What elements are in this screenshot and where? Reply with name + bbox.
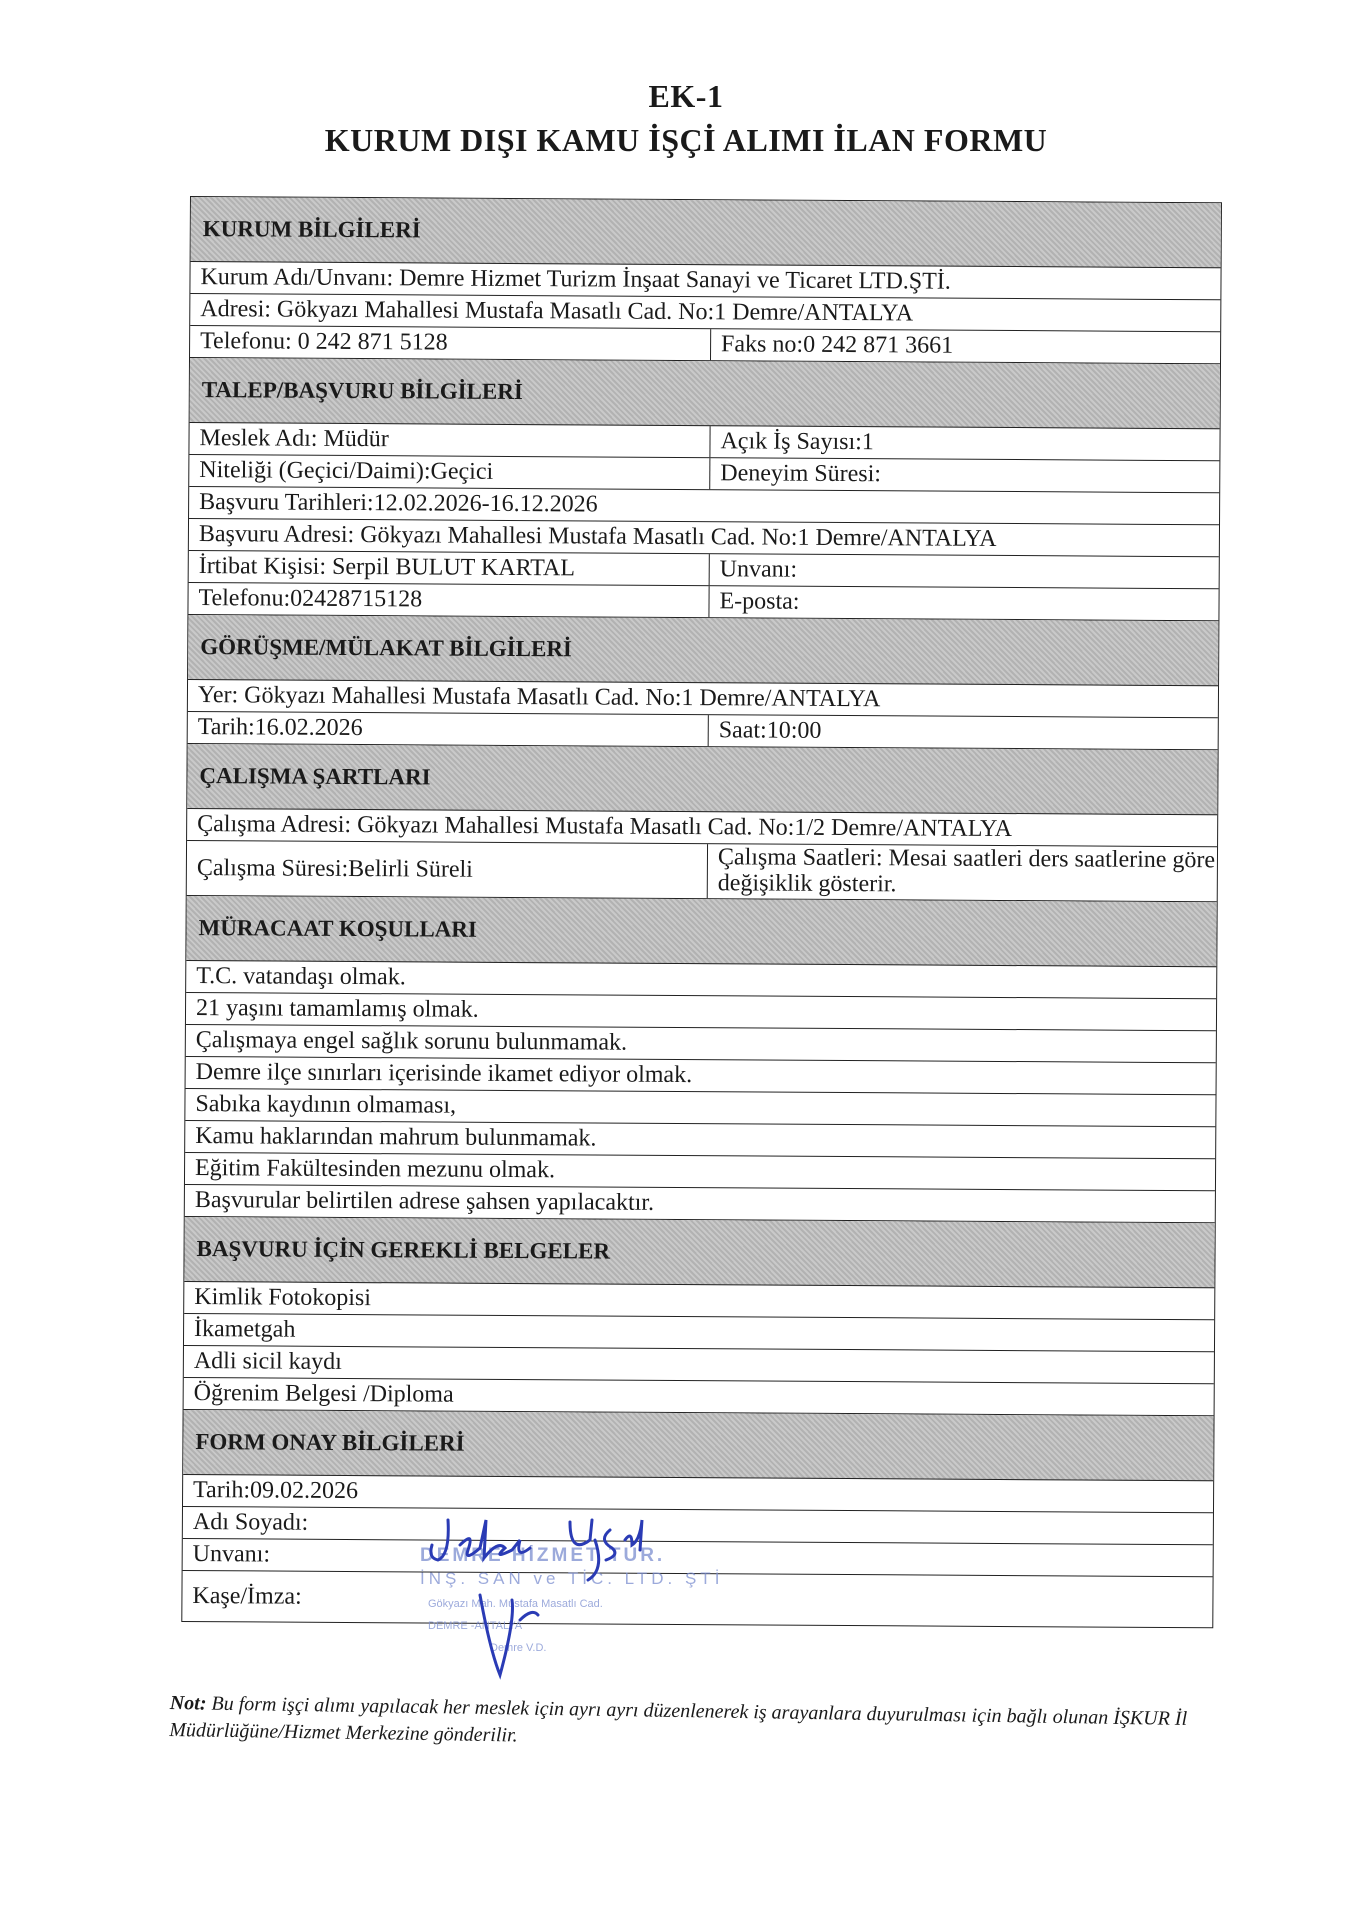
job-type: Niteliği (Geçici/Daimi):Geçici xyxy=(189,455,710,489)
interview-location: Yer: Gökyazı Mahallesi Mustafa Masatlı Cad. No:1 Demre/ANTALYA xyxy=(197,682,881,713)
requirement-item: T.C. vatandaşı olmak. xyxy=(196,963,406,991)
annex-label: EK-1 xyxy=(648,78,724,114)
section-header-muracaat: MÜRACAAT KOŞULLARI xyxy=(186,896,1216,967)
job-posting-form xyxy=(181,196,1222,1628)
stamp-line: DEMRE -ANTALYA xyxy=(428,1620,523,1632)
requirement-item: Demre ilçe sınırları içerisinde ikamet ediyor olmak. xyxy=(195,1059,693,1089)
stamp-line: Demre V.D. xyxy=(490,1642,547,1654)
section-header-talep: TALEP/BAŞVURU BİLGİLERİ xyxy=(190,358,1220,429)
interview-date: Tarih:16.02.2026 xyxy=(188,712,709,746)
work-duration: Çalışma Süresi:Belirli Süreli xyxy=(187,841,708,898)
contact-phone: Telefonu:02428715128 xyxy=(188,583,709,617)
requirement-item: Başvurular belirtilen adrese şahsen yapılacaktır. xyxy=(194,1187,655,1216)
interview-time: Saat:10:00 xyxy=(718,717,822,744)
stamp-signature-label: Kaşe/İmza: xyxy=(192,1583,302,1610)
note-label: Not: xyxy=(169,1691,207,1715)
experience: Deneyim Süresi: xyxy=(720,460,882,488)
open-positions: Açık İş Sayısı:1 xyxy=(720,428,874,456)
requirement-item: Çalışmaya engel sağlık sorunu bulunmamak. xyxy=(195,1027,628,1056)
approver-name-label: Adı Soyadı: xyxy=(192,1509,309,1536)
document-item: Adli sicil kaydı xyxy=(193,1348,342,1375)
contact-person: İrtibat Kişisi: Serpil BULUT KARTAL xyxy=(189,551,710,585)
section-header-gorusme: GÖRÜŞME/MÜLAKAT BİLGİLERİ xyxy=(188,615,1218,686)
institution-fax: Faks no:0 242 871 3661 xyxy=(721,331,954,359)
requirement-item: 21 yaşını tamamlamış olmak. xyxy=(195,995,479,1023)
form-row xyxy=(182,1571,1212,1627)
requirement-item: Sabıka kaydının olmaması, xyxy=(195,1091,457,1119)
section-header-calisma: ÇALIŞMA ŞARTLARI xyxy=(187,744,1217,815)
work-hours: Çalışma Saatleri: Mesai saatleri ders saatlerine göre değişiklik gösterir. xyxy=(717,844,1216,898)
document-item: Öğrenim Belgesi /Diploma xyxy=(193,1380,454,1408)
section-header-kurum: KURUM BİLGİLERİ xyxy=(191,197,1221,268)
institution-address: Adresi: Gökyazı Mahallesi Mustafa Masatlı Cad. No:1 Demre/ANTALYA xyxy=(200,296,914,327)
institution-name: Kurum Adı/Unvanı: Demre Hizmet Turizm İnşaat Sanayi ve Ticaret LTD.ŞTİ. xyxy=(200,264,951,295)
application-dates: Başvuru Tarihleri:12.02.2026-16.12.2026 xyxy=(199,489,598,518)
stamp-line: Gökyazı Mah. Mustafa Masatlı Cad. xyxy=(428,1598,603,1610)
institution-phone: Telefonu: 0 242 871 5128 xyxy=(190,326,711,360)
contact-title: Unvanı: xyxy=(719,556,798,583)
requirement-item: Eğitim Fakültesinden mezunu olmak. xyxy=(194,1155,556,1184)
document-item: Kimlik Fotokopisi xyxy=(194,1284,372,1312)
occupation: Meslek Adı: Müdür xyxy=(189,423,710,457)
form-row xyxy=(187,841,1217,902)
form-title: KURUM DIŞI KAMU İŞÇİ ALIMI İLAN FORMU xyxy=(324,122,1048,158)
application-address: Başvuru Adresi: Gökyazı Mahallesi Mustafa Masatlı Cad. No:1 Demre/ANTALYA xyxy=(198,521,997,552)
section-header-onay: FORM ONAY BİLGİLERİ xyxy=(183,1410,1213,1481)
note-text: Bu form işçi alımı yapılacak her meslek için ayrı ayrı düzenlenerek iş arayanlara duyurulması için bağlı olunan İŞKUR İl Müdürlüğüne/Hizmet Merkezine gönderilir. xyxy=(169,1692,1188,1747)
stamp-line: DEMRE HİZMET TUR. xyxy=(420,1545,666,1566)
document-item: İkametgah xyxy=(193,1316,296,1343)
approval-date: Tarih:09.02.2026 xyxy=(193,1477,359,1505)
work-address: Çalışma Adresi: Gökyazı Mahallesi Mustafa Masatlı Cad. No:1/2 Demre/ANTALYA xyxy=(197,811,1013,843)
requirement-item: Kamu haklarından mahrum bulunmamak. xyxy=(195,1123,597,1152)
stamp-line: İNŞ. SAN ve TİC. LTD. ŞTİ xyxy=(420,1569,724,1588)
contact-email: E-posta: xyxy=(719,588,800,615)
section-header-belgeler: BAŞVURU İÇİN GEREKLİ BELGELER xyxy=(184,1217,1214,1288)
footnote xyxy=(169,1690,1210,1760)
approver-title-label: Unvanı: xyxy=(192,1541,271,1568)
